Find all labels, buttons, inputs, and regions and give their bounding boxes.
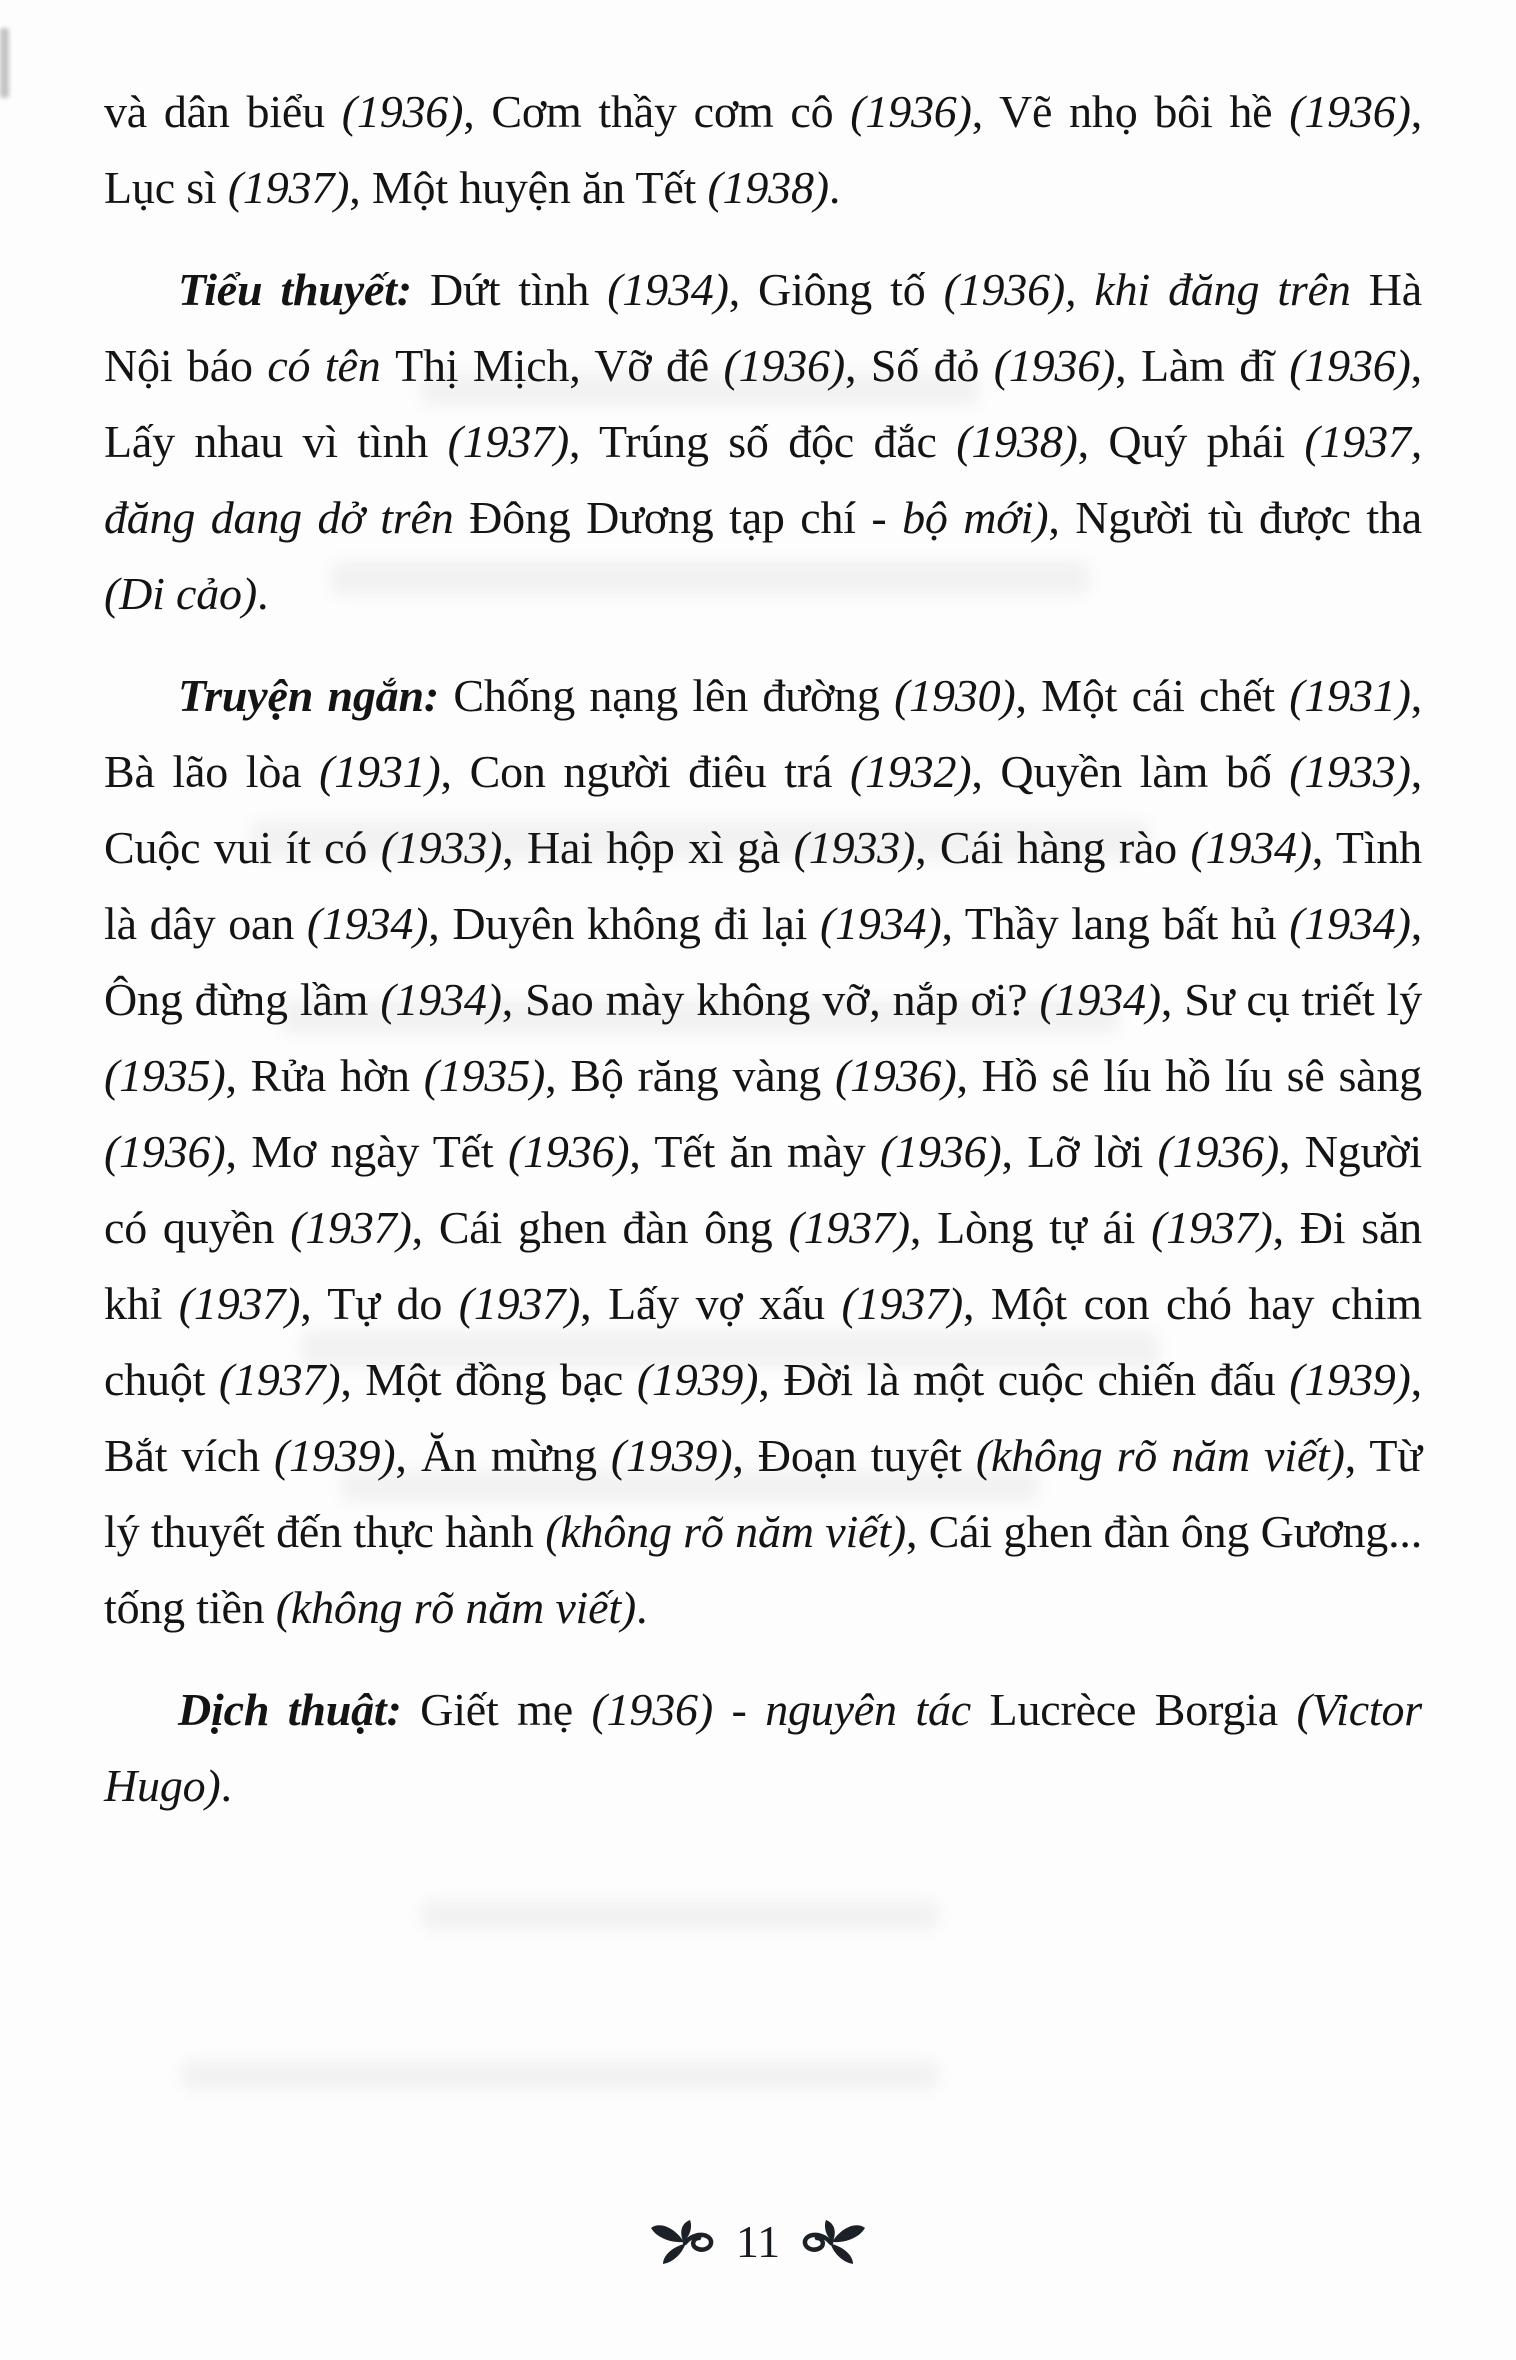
- text-run: Hà Nội báo: [104, 264, 1422, 391]
- text-run: , Hồ sê líu hồ líu sê sàng: [956, 1050, 1422, 1101]
- text-run: (1935): [423, 1050, 546, 1101]
- text-run: , Con người điêu trá: [440, 746, 850, 797]
- text-run: .: [828, 162, 841, 213]
- text-run: , Tết ăn mày: [629, 1126, 881, 1177]
- text-run: (1934): [1190, 822, 1312, 873]
- text-run: , Người có quyền: [104, 1126, 1422, 1253]
- text-run: (1937): [227, 162, 350, 213]
- text-run: , Lấy nhau vì tình: [104, 340, 1422, 467]
- text-run: , Đi săn khỉ: [104, 1202, 1422, 1329]
- text-run: (không rõ năm viết): [975, 1430, 1345, 1481]
- text-run: , Bộ răng vàng: [545, 1050, 836, 1101]
- text-run: , Tình là dây oan: [104, 822, 1422, 949]
- text-run: , Ông đừng lầm: [104, 898, 1422, 1025]
- text-run: (1930): [894, 670, 1016, 721]
- section-label: Tiểu thuyết:: [178, 264, 430, 315]
- text-run: Dứt tình: [430, 264, 608, 315]
- text-run: , Một cái chết: [1015, 670, 1290, 721]
- text-run: , Cuộc vui ít có: [104, 746, 1422, 873]
- page-footer: [0, 2215, 1516, 2271]
- text-run: (1936), khi đăng trên: [943, 264, 1369, 315]
- text-run: , Số đỏ: [844, 340, 994, 391]
- text-run: (1937): [788, 1202, 910, 1253]
- text-run: , Rửa hờn: [225, 1050, 424, 1101]
- text-run: (1934): [607, 264, 729, 315]
- text-run: (1936): [835, 1050, 957, 1101]
- text-run: (1933): [793, 822, 916, 873]
- section-label: Dịch thuật:: [178, 1684, 421, 1735]
- text-run: (1938): [707, 162, 829, 213]
- text-run: , Quyền làm bố: [971, 746, 1290, 797]
- paragraph: [104, 658, 1422, 1646]
- text-run: và dân biểu: [104, 86, 342, 137]
- text-run: (1932): [849, 746, 972, 797]
- text-run: nguyên tác: [765, 1684, 990, 1735]
- text-run: , Quý phái: [1077, 416, 1305, 467]
- text-run: , Làm đĩ: [1115, 340, 1290, 391]
- text-run: , Bà lão lòa: [104, 670, 1422, 797]
- text-run: (1934): [1289, 898, 1411, 949]
- text-run: (1937): [458, 1278, 581, 1329]
- text-run: , Sư cụ triết lý: [1160, 974, 1422, 1025]
- text-run: bộ mới): [902, 492, 1049, 543]
- text-run: (không rõ năm viết): [275, 1582, 637, 1633]
- text-run: , Vẽ nhọ bôi hề: [971, 86, 1290, 137]
- text-run: , Cái ghen đàn ông: [411, 1202, 789, 1253]
- text-run: (1936): [341, 86, 464, 137]
- text-run: -: [712, 1684, 766, 1735]
- text-run: (1937): [1151, 1202, 1273, 1253]
- text-run: (1933): [380, 822, 503, 873]
- text-run: (1933): [1289, 746, 1411, 797]
- text-run: , Đời là một cuộc chiến đấu: [758, 1354, 1290, 1405]
- text-run: (1937): [178, 1278, 301, 1329]
- text-run: (1936): [723, 340, 845, 391]
- section-label: Truyện ngắn:: [178, 670, 454, 721]
- text-run: có tên: [267, 340, 396, 391]
- text-run: (1936): [1289, 86, 1411, 137]
- floral-ornament-icon: [796, 2218, 868, 2271]
- text-run: (1938): [956, 416, 1078, 467]
- text-run: , Một con chó hay chim chuột: [104, 1278, 1422, 1405]
- text-run: , Cái ghen đàn ông Gương... tống tiền: [104, 1506, 1422, 1633]
- text-run: Đông Dương tạp chí -: [469, 492, 903, 543]
- text-run: (1934): [306, 898, 429, 949]
- text-run: (1931): [319, 746, 441, 797]
- text-run: (1937): [841, 1278, 963, 1329]
- text-run: Lucrèce Borgia: [989, 1684, 1297, 1735]
- page-number: 11: [735, 2215, 781, 2267]
- text-run: Thị Mịch, Vỡ đê: [395, 340, 724, 391]
- paragraph: [104, 74, 1422, 226]
- text-run: (1936): [1157, 1126, 1279, 1177]
- scan-bleed-artifact: [180, 2060, 940, 2090]
- scan-edge-artifact: [0, 28, 9, 98]
- text-run: , Trúng số độc đắc: [569, 416, 957, 467]
- text-run: Chống nạng lên đường: [453, 670, 895, 721]
- text-run: .: [220, 1760, 232, 1811]
- text-run: (1936): [591, 1684, 713, 1735]
- text-run: (1937, đăng dang dở trên: [104, 416, 1423, 543]
- text-run: (không rõ năm viết): [545, 1506, 906, 1557]
- text-run: (Di cảo): [104, 568, 257, 619]
- text-run: (1936): [507, 1126, 630, 1177]
- scan-bleed-artifact: [420, 1900, 940, 1930]
- text-run: , Ăn mừng: [395, 1430, 611, 1481]
- text-run: , Lấy vợ xấu: [580, 1278, 842, 1329]
- text-run: (1939): [636, 1354, 759, 1405]
- text-run: , Duyên không đi lại: [428, 898, 820, 949]
- paragraph: [104, 252, 1422, 632]
- text-run: , Hai hộp xì gà: [502, 822, 794, 873]
- text-run: (1937): [218, 1354, 341, 1405]
- text-block: [104, 74, 1422, 1850]
- text-run: , Sao mày không vỡ, nắp ơi?: [501, 974, 1040, 1025]
- text-run: , Người tù được tha: [1048, 492, 1422, 543]
- text-run: (1935): [104, 1050, 226, 1101]
- text-run: (1936): [850, 86, 972, 137]
- text-run: , Cái hàng rào: [915, 822, 1191, 873]
- text-run: (1934): [820, 898, 942, 949]
- text-run: .: [256, 568, 269, 619]
- text-run: (1934): [1039, 974, 1161, 1025]
- text-run: , Lục sì: [104, 86, 1423, 213]
- text-run: , Cơm thầy cơm cô: [463, 86, 851, 137]
- text-run: (1939): [1289, 1354, 1411, 1405]
- text-run: , Thầy lang bất hủ: [941, 898, 1290, 949]
- text-run: , Lòng tự ái: [909, 1202, 1152, 1253]
- text-run: (1931): [1289, 670, 1411, 721]
- text-run: , Bắt vích: [104, 1354, 1422, 1481]
- text-run: (1936): [993, 340, 1116, 391]
- text-run: (1936): [104, 1126, 226, 1177]
- text-run: .: [636, 1582, 648, 1633]
- text-run: (1936): [1289, 340, 1411, 391]
- text-run: (1937): [290, 1202, 412, 1253]
- text-run: , Mơ ngày Tết: [225, 1126, 508, 1177]
- text-run: (1939): [273, 1430, 396, 1481]
- text-run: , Giông tố: [728, 264, 944, 315]
- text-run: (1937): [447, 416, 570, 467]
- text-run: , Tự do: [300, 1278, 459, 1329]
- text-run: , Một đồng bạc: [340, 1354, 637, 1405]
- text-run: , Lỡ lời: [1001, 1126, 1158, 1177]
- text-run: , Từ lý thuyết đến thực hành: [104, 1430, 1422, 1557]
- text-run: Giết mẹ: [420, 1684, 592, 1735]
- text-run: , Một huyện ăn Tết: [349, 162, 708, 213]
- text-run: (1936): [880, 1126, 1002, 1177]
- text-run: (1934): [380, 974, 502, 1025]
- paragraph: [104, 1672, 1422, 1824]
- floral-ornament-icon: [648, 2218, 720, 2271]
- text-run: (Victor Hugo): [104, 1684, 1423, 1811]
- text-run: , Đoạn tuyệt: [732, 1430, 976, 1481]
- text-run: (1939): [610, 1430, 733, 1481]
